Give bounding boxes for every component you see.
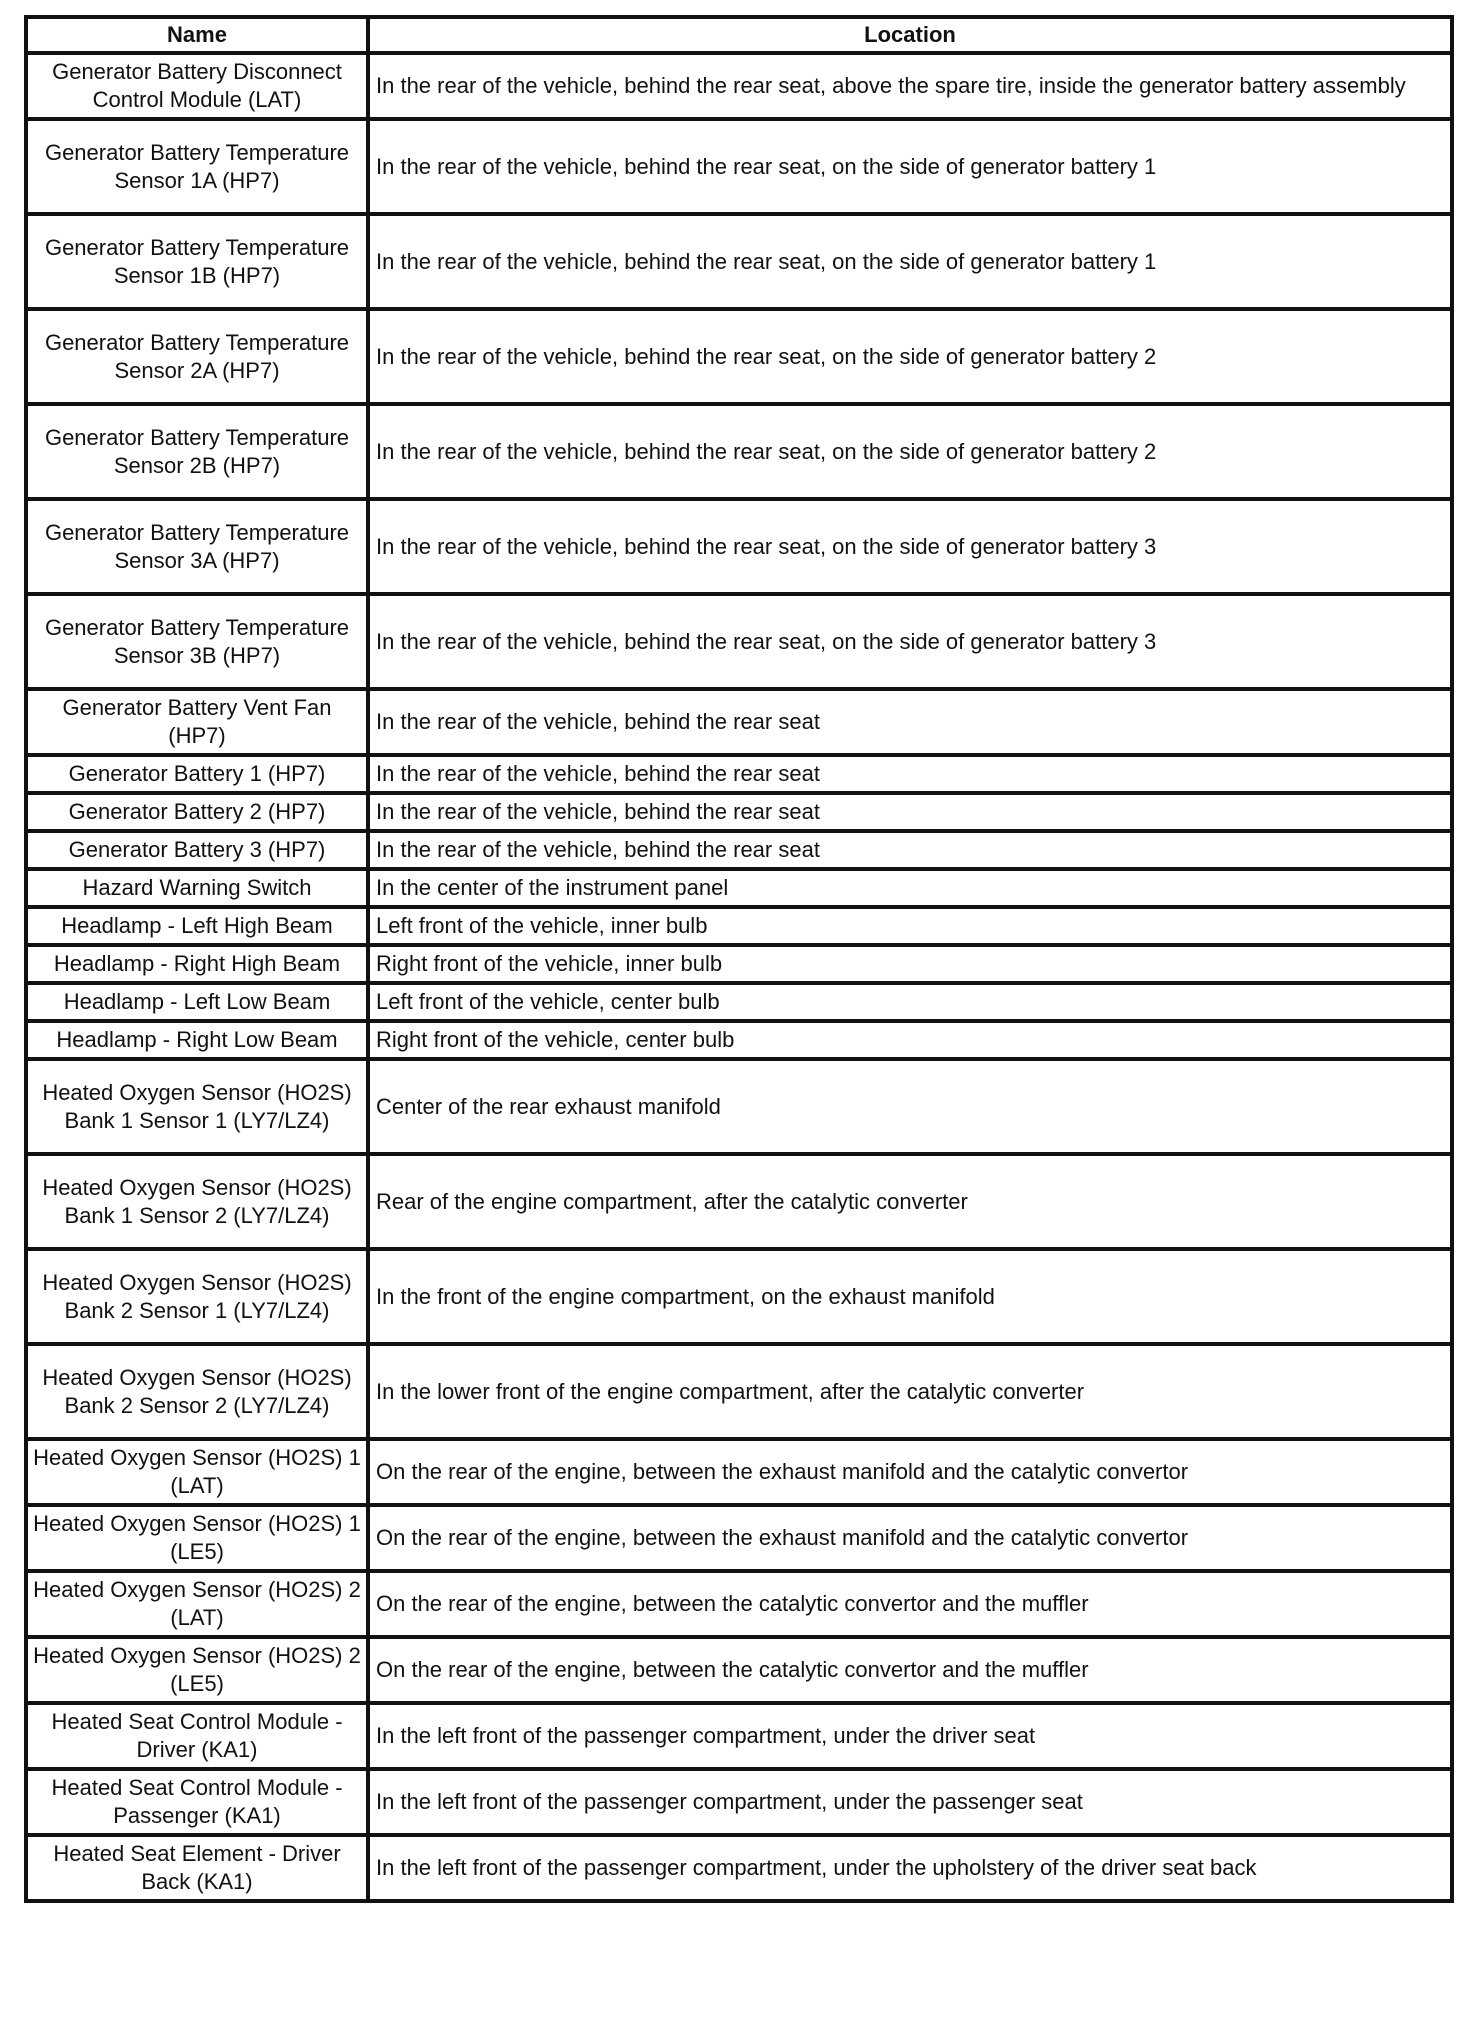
table-row	[26, 214, 1452, 309]
column-header-name: Name	[26, 17, 368, 53]
component-location-cell: Left front of the vehicle, inner bulb	[368, 907, 1452, 945]
table-row	[26, 1835, 1452, 1901]
component-location-cell: In the rear of the vehicle, behind the rear seat	[368, 793, 1452, 831]
component-location-cell: On the rear of the engine, between the exhaust manifold and the catalytic convertor	[368, 1439, 1452, 1505]
table-body	[26, 53, 1452, 1901]
component-location-cell: In the rear of the vehicle, behind the rear seat	[368, 831, 1452, 869]
table-row	[26, 1154, 1452, 1249]
component-name-cell: Generator Battery Temperature Sensor 1B (HP7)	[26, 214, 368, 309]
table-row	[26, 869, 1452, 907]
table-row	[26, 404, 1452, 499]
table-row	[26, 1021, 1452, 1059]
table-row	[26, 1249, 1452, 1344]
component-location-cell: In the rear of the vehicle, behind the rear seat, on the side of generator battery 1	[368, 214, 1452, 309]
component-location-cell: In the left front of the passenger compartment, under the upholstery of the driver seat back	[368, 1835, 1452, 1901]
component-location-cell: Left front of the vehicle, center bulb	[368, 983, 1452, 1021]
component-name-cell: Heated Oxygen Sensor (HO2S) 2 (LE5)	[26, 1637, 368, 1703]
component-location-cell: Right front of the vehicle, center bulb	[368, 1021, 1452, 1059]
component-location-cell: In the rear of the vehicle, behind the rear seat, on the side of generator battery 3	[368, 499, 1452, 594]
table-row	[26, 1059, 1452, 1154]
component-location-cell: In the center of the instrument panel	[368, 869, 1452, 907]
component-name-cell: Heated Oxygen Sensor (HO2S) Bank 1 Sensor 2 (LY7/LZ4)	[26, 1154, 368, 1249]
table-row	[26, 755, 1452, 793]
component-location-cell: Center of the rear exhaust manifold	[368, 1059, 1452, 1154]
component-name-cell: Heated Seat Element - Driver Back (KA1)	[26, 1835, 368, 1901]
component-location-cell: In the rear of the vehicle, behind the rear seat, on the side of generator battery 3	[368, 594, 1452, 689]
table-row	[26, 309, 1452, 404]
component-name-cell: Generator Battery Temperature Sensor 2A (HP7)	[26, 309, 368, 404]
component-name-cell: Heated Seat Control Module - Passenger (KA1)	[26, 1769, 368, 1835]
component-name-cell: Generator Battery Disconnect Control Module (LAT)	[26, 53, 368, 119]
component-location-cell: Right front of the vehicle, inner bulb	[368, 945, 1452, 983]
table-row	[26, 1637, 1452, 1703]
component-location-cell: In the left front of the passenger compartment, under the passenger seat	[368, 1769, 1452, 1835]
component-name-cell: Headlamp - Left Low Beam	[26, 983, 368, 1021]
component-name-cell: Generator Battery Temperature Sensor 1A (HP7)	[26, 119, 368, 214]
component-name-cell: Heated Oxygen Sensor (HO2S) 1 (LAT)	[26, 1439, 368, 1505]
table-row	[26, 1703, 1452, 1769]
component-name-cell: Generator Battery 2 (HP7)	[26, 793, 368, 831]
component-location-table	[24, 15, 1454, 1903]
location-table-container	[24, 15, 1450, 1903]
component-location-cell: In the rear of the vehicle, behind the rear seat, on the side of generator battery 2	[368, 309, 1452, 404]
component-name-cell: Heated Oxygen Sensor (HO2S) Bank 2 Sensor 1 (LY7/LZ4)	[26, 1249, 368, 1344]
component-name-cell: Generator Battery 1 (HP7)	[26, 755, 368, 793]
component-name-cell: Hazard Warning Switch	[26, 869, 368, 907]
table-row	[26, 1344, 1452, 1439]
table-row	[26, 1439, 1452, 1505]
component-name-cell: Heated Oxygen Sensor (HO2S) 2 (LAT)	[26, 1571, 368, 1637]
component-location-cell: In the rear of the vehicle, behind the rear seat, on the side of generator battery 1	[368, 119, 1452, 214]
component-name-cell: Heated Oxygen Sensor (HO2S) Bank 2 Sensor 2 (LY7/LZ4)	[26, 1344, 368, 1439]
component-name-cell: Generator Battery Temperature Sensor 3B (HP7)	[26, 594, 368, 689]
table-row	[26, 594, 1452, 689]
table-row	[26, 1571, 1452, 1637]
table-header	[26, 17, 1452, 53]
component-location-cell: In the rear of the vehicle, behind the rear seat	[368, 689, 1452, 755]
component-location-cell: Rear of the engine compartment, after the catalytic converter	[368, 1154, 1452, 1249]
component-name-cell: Generator Battery Temperature Sensor 2B (HP7)	[26, 404, 368, 499]
table-row	[26, 945, 1452, 983]
component-name-cell: Headlamp - Left High Beam	[26, 907, 368, 945]
component-name-cell: Heated Seat Control Module - Driver (KA1)	[26, 1703, 368, 1769]
component-name-cell: Generator Battery Vent Fan (HP7)	[26, 689, 368, 755]
column-header-location: Location	[368, 17, 1452, 53]
component-location-cell: In the rear of the vehicle, behind the rear seat, on the side of generator battery 2	[368, 404, 1452, 499]
component-location-cell: In the rear of the vehicle, behind the rear seat, above the spare tire, inside the generator battery assembly	[368, 53, 1452, 119]
table-row	[26, 793, 1452, 831]
table-row	[26, 119, 1452, 214]
table-row	[26, 53, 1452, 119]
table-row	[26, 907, 1452, 945]
table-row	[26, 1505, 1452, 1571]
table-row	[26, 499, 1452, 594]
component-name-cell: Generator Battery Temperature Sensor 3A (HP7)	[26, 499, 368, 594]
component-location-cell: In the front of the engine compartment, on the exhaust manifold	[368, 1249, 1452, 1344]
component-location-cell: On the rear of the engine, between the catalytic convertor and the muffler	[368, 1571, 1452, 1637]
component-location-cell: In the left front of the passenger compartment, under the driver seat	[368, 1703, 1452, 1769]
component-location-cell: In the rear of the vehicle, behind the rear seat	[368, 755, 1452, 793]
component-location-cell: In the lower front of the engine compartment, after the catalytic converter	[368, 1344, 1452, 1439]
component-name-cell: Headlamp - Right High Beam	[26, 945, 368, 983]
component-name-cell: Headlamp - Right Low Beam	[26, 1021, 368, 1059]
component-location-cell: On the rear of the engine, between the catalytic convertor and the muffler	[368, 1637, 1452, 1703]
component-name-cell: Generator Battery 3 (HP7)	[26, 831, 368, 869]
table-row	[26, 1769, 1452, 1835]
component-name-cell: Heated Oxygen Sensor (HO2S) Bank 1 Sensor 1 (LY7/LZ4)	[26, 1059, 368, 1154]
component-name-cell: Heated Oxygen Sensor (HO2S) 1 (LE5)	[26, 1505, 368, 1571]
table-row	[26, 689, 1452, 755]
component-location-cell: On the rear of the engine, between the exhaust manifold and the catalytic convertor	[368, 1505, 1452, 1571]
table-row	[26, 983, 1452, 1021]
table-row	[26, 831, 1452, 869]
header-row	[26, 17, 1452, 53]
